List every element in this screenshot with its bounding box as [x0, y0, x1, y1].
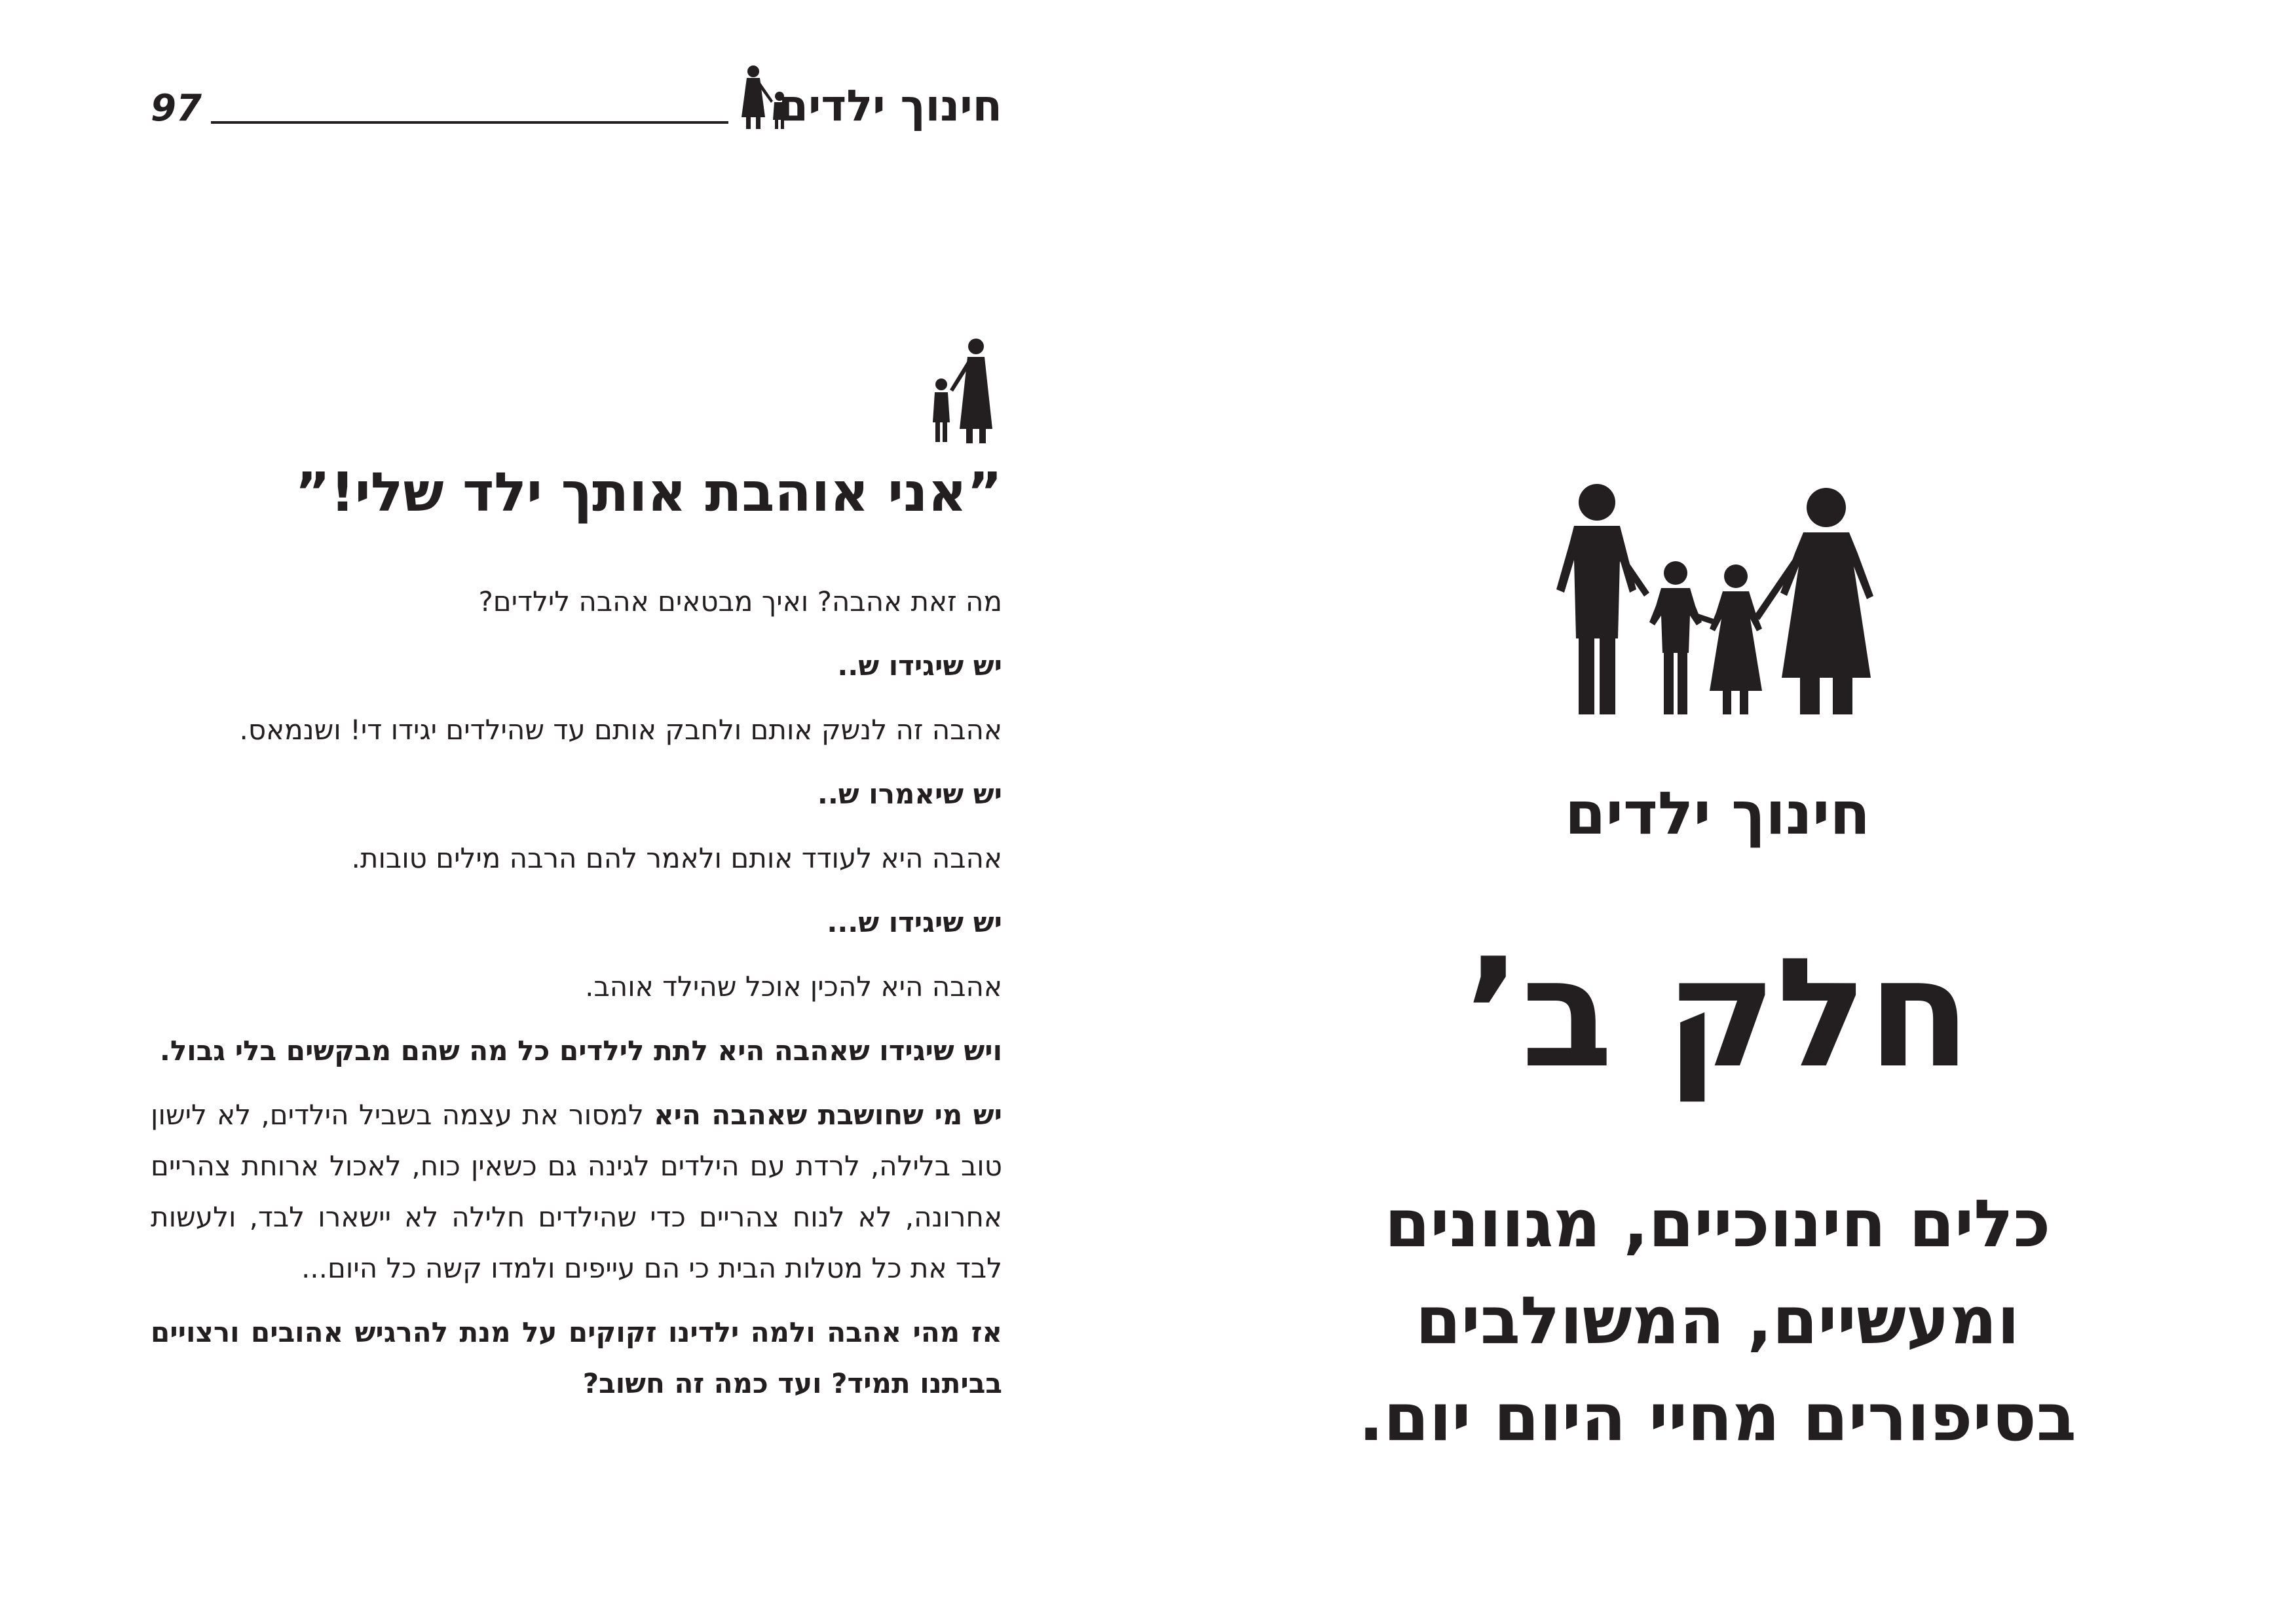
family-icon: [1551, 481, 1892, 717]
paragraph: אהבה זה לנשק אותם ולחבק אותם עד שהילדים יגידו די! ושנמאס.: [239, 714, 1002, 746]
paragraph-lead: יש שיאמרו ש..: [817, 778, 1002, 810]
paragraph: אהבה היא להכין אוכל שהילד אוהב.: [585, 970, 1002, 1003]
part-subtitle-line: כלים חינוכיים, מגוונים: [1384, 1185, 2051, 1262]
running-header: [151, 62, 1002, 134]
article-title: ”אני אוהבת אותך ילד שלי!”: [295, 462, 1002, 524]
paragraph-long: [151, 1090, 1002, 1294]
paragraph-question: מה זאת אהבה? ואיך מבטאים אהבה לילדים?: [478, 585, 1002, 618]
paragraph-long-lead: יש מי שחושבת שאהבה היא: [654, 1099, 1002, 1131]
right-page: [1145, 0, 2290, 1624]
paragraph-bold: ויש שיגידו שאהבה היא לתת לילדים כל מה שהם מבקשים בלי גבול.: [159, 1035, 1002, 1067]
paragraph-closing-question: אז מהי אהבה ולמה ילדינו זקוקים על מנת להרגיש אהובים ורצויים בביתנו תמיד? ועד כמה זה חשוב?: [151, 1316, 1002, 1399]
part-subtitle-line: בסיפורים מחיי היום יום.: [1359, 1379, 2076, 1456]
running-header-title: חינוך ילדים: [778, 81, 1002, 131]
page-number: 97: [151, 87, 202, 130]
part-title: חלק ב’: [1463, 927, 1972, 1101]
series-title: חינוך ילדים: [1564, 779, 1871, 848]
paragraph-lead: יש שיגידו ש...: [827, 906, 1002, 938]
paragraph-long-text: למסור את עצמה בשביל הילדים, לא לישון טוב בלילה, לרדת עם הילדים לגינה גם כשאין כוח, לאכול ארוחת צהריים אחרונה, לא לנוח צהריים כדי שהילדים חלילה לא יישארו לבד, ולעשות לבד את כל מטלות הבית כי הם עייפים ולמדו קשה כל היום...: [151, 1099, 1002, 1284]
header-rule: [211, 121, 728, 124]
mother-child-icon: [920, 337, 1005, 445]
article-body: [151, 576, 1002, 1422]
part-subtitle: [1145, 1175, 2290, 1466]
paragraph-lead: יש שיגידו ש..: [837, 650, 1002, 682]
part-subtitle-line: ומעשיים, המשולבים: [1415, 1282, 2020, 1359]
paragraph: אהבה היא לעודד אותם ולאמר להם הרבה מילים טובות.: [351, 842, 1002, 874]
